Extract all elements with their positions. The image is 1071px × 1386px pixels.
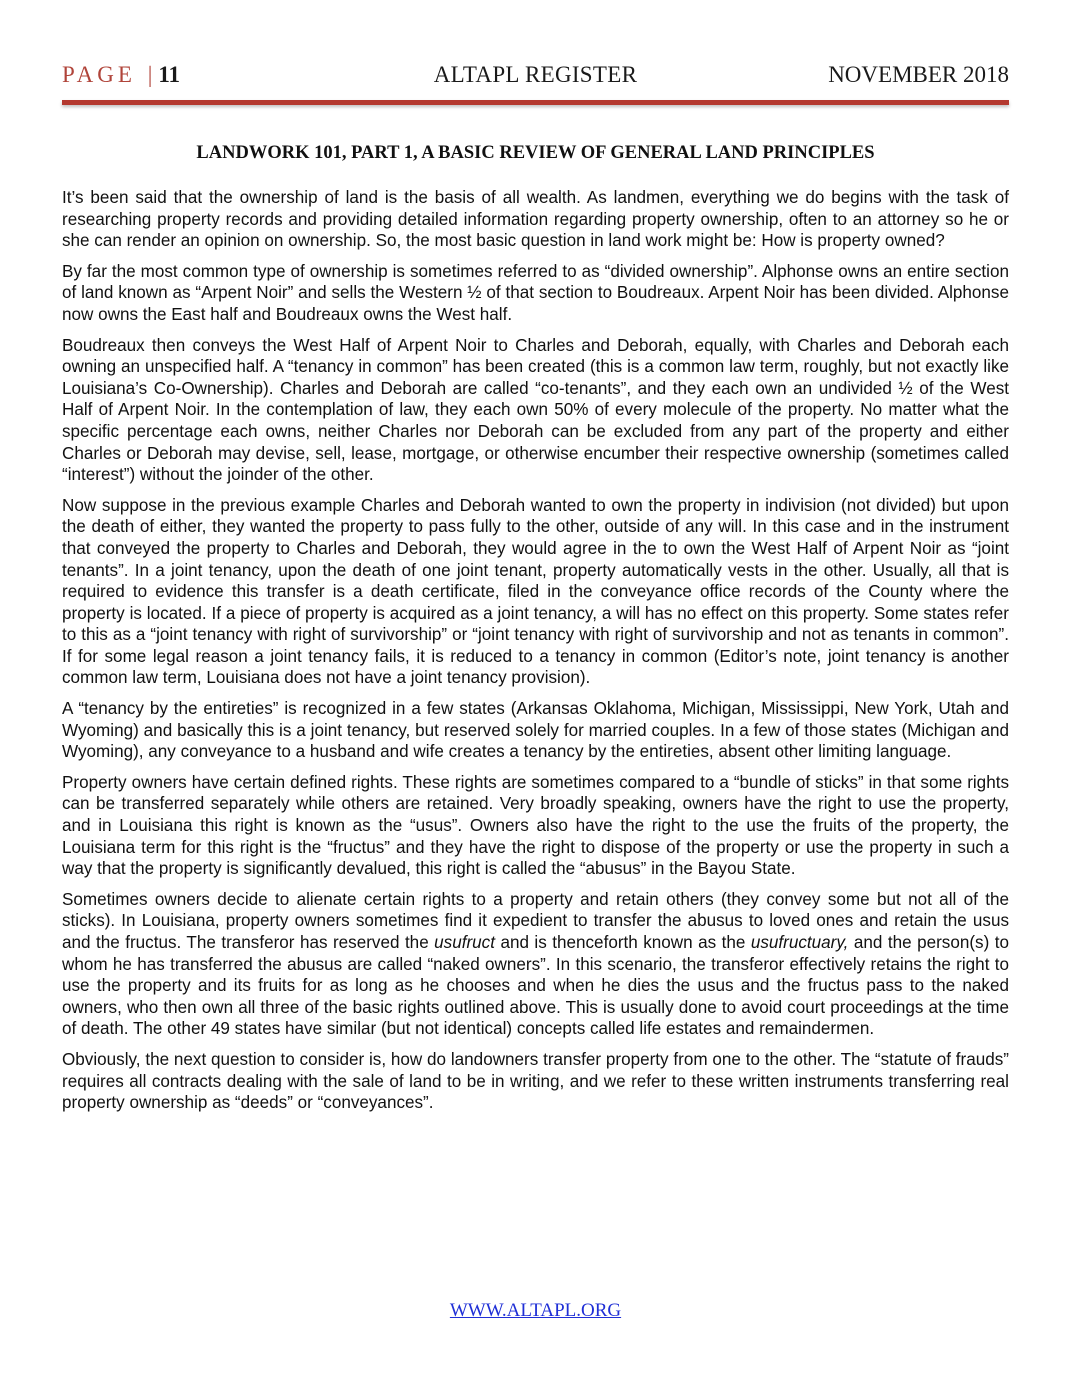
paragraph: A “tenancy by the entireties” is recognized in a few states (Arkansas Oklahoma, Michigan, Mississippi, New York, Utah and Wyoming) and basically this is a joint tenancy, but reserved solely for married couples. In a few of those states (Michigan and Wyoming), any conveyance to a husband and wife creates a tenancy by the entireties, absent other limiting language. [62, 699, 1009, 762]
emphasis-usufructuary: usufructuary, [750, 933, 849, 952]
issue-date: NOVEMBER 2018 [828, 62, 1009, 87]
article-title: LANDWORK 101, PART 1, A BASIC REVIEW OF GENERAL LAND PRINCIPLES [196, 143, 875, 163]
page-header [62, 62, 1009, 94]
paragraph: Property owners have certain defined rights. These rights are sometimes compared to a “bundle of sticks” in that some rights can be transferred separately while others are retained. Very broadly speaking, owners have the right to use the property, and in Louisiana this right is known as the “usus”. Owners also have the right to the use the fruits of the property, the Louisiana term for this right is the “fructus” and they have the right to dispose of the property or use the property in such a way that the property is significantly devalued, this right is called the “abusus” in the Bayou State. [62, 772, 1009, 879]
paragraph: Now suppose in the previous example Charles and Deborah wanted to own the property in indivision (not divided) but upon the death of either, they wanted the property to pass fully to the other, outside of any will. In this case and in the instrument that conveyed the property to Charles and Deborah, they would agree in the to own the West Half of Arpent Noir as “joint tenants”. In a joint tenancy, upon the death of one joint tenant, property automatically vests in the other. Usually, all that is required to evidence this transfer is a death certificate, filed in the conveyance office records of the County where the property is located. If a piece of property is acquired as a joint tenancy, a will has no effect on this property. Some states refer to this as a “joint tenancy with right of survivorship” or “joint tenancy with right of survivorship and not as tenants in common”. If for some legal reason a joint tenancy fails, it is reduced to a tenancy in common (Editor’s note, joint tenancy is another common law term, Louisiana does not have a joint tenancy provision). [62, 495, 1009, 688]
paragraph-text: Sometimes owners decide to alienate certain rights to a property and retain others (they convey some but not all of the sticks). In Louisiana, property owners sometimes find it expedient to transfer the abusus to loved ones and retain the usus and the fructus. The transferor has reserved the [62, 889, 1009, 952]
paragraph [62, 889, 1009, 1040]
page-word: PAGE [62, 62, 136, 87]
article-body [62, 187, 1009, 1123]
paragraph: Boudreaux then conveys the West Half of Arpent Noir to Charles and Deborah, equally, with Charles and Deborah each owning an unspecified half. A “tenancy in common” has been created (this is a common law term, roughly, but not exactly like Louisiana’s Co-Ownership). Charles and Deborah are called “co-tenants”, and they each own an undivided ½ of the West Half of Arpent Noir. In the contemplation of law, they each own 50% of every molecule of the property. No matter what the specific percentage each owns, neither Charles nor Deborah can be excluded from any part of the property and either Charles or Deborah may devise, sell, lease, mortgage, or otherwise encumber their respective ownership (sometimes called “interest”) without the joinder of the other. [62, 335, 1009, 485]
paragraph: Obviously, the next question to consider is, how do landowners transfer property from one to the other. The “statute of frauds” requires all contracts dealing with the sale of land to be in writing, and we refer to these written instruments transferring real property ownership as “deeds” or “conveyances”. [62, 1049, 1009, 1113]
paragraph: It’s been said that the ownership of land is the basis of all wealth. As landmen, everything we do begins with the task of researching property records and providing detailed information regarding property ownership, often to an attorney so he or she can render an opinion on ownership. So, the most basic question in land work might be: How is property owned? [62, 188, 1009, 251]
publication-title: ALTAPL REGISTER [433, 62, 638, 87]
page-separator: | [147, 62, 153, 87]
page-number: 11 [158, 62, 181, 87]
emphasis-usufruct: usufruct [434, 933, 495, 952]
header-rule [62, 100, 1009, 105]
website-link[interactable]: WWW.ALTAPL.ORG [449, 1300, 622, 1321]
page-footer [0, 1300, 1071, 1322]
paragraph-text: and is thenceforth known as the [494, 933, 751, 952]
paragraph: By far the most common type of ownership is sometimes referred to as “divided ownership”. Alphonse owns an entire section of land known as “Arpent Noir” and sells the Western ½ of that section to Boudreaux. Arpent Noir has been divided. Alphonse now owns the East half and Boudreaux owns the West half. [62, 261, 1009, 324]
paragraph-text: and the person(s) to whom he has transferred the abusus are called “naked owners”. In this scenario, the transferor effectively retains the right to use the property and its fruits for as long as he chooses and when he dies the usus and the fructus pass to the naked owners, who then own all three of the basic rights outlined above. This is usually done to avoid court proceedings at the time of death. The other 49 states have similar (but not identical) concepts called life estates and remaindermen. [62, 933, 1009, 1039]
